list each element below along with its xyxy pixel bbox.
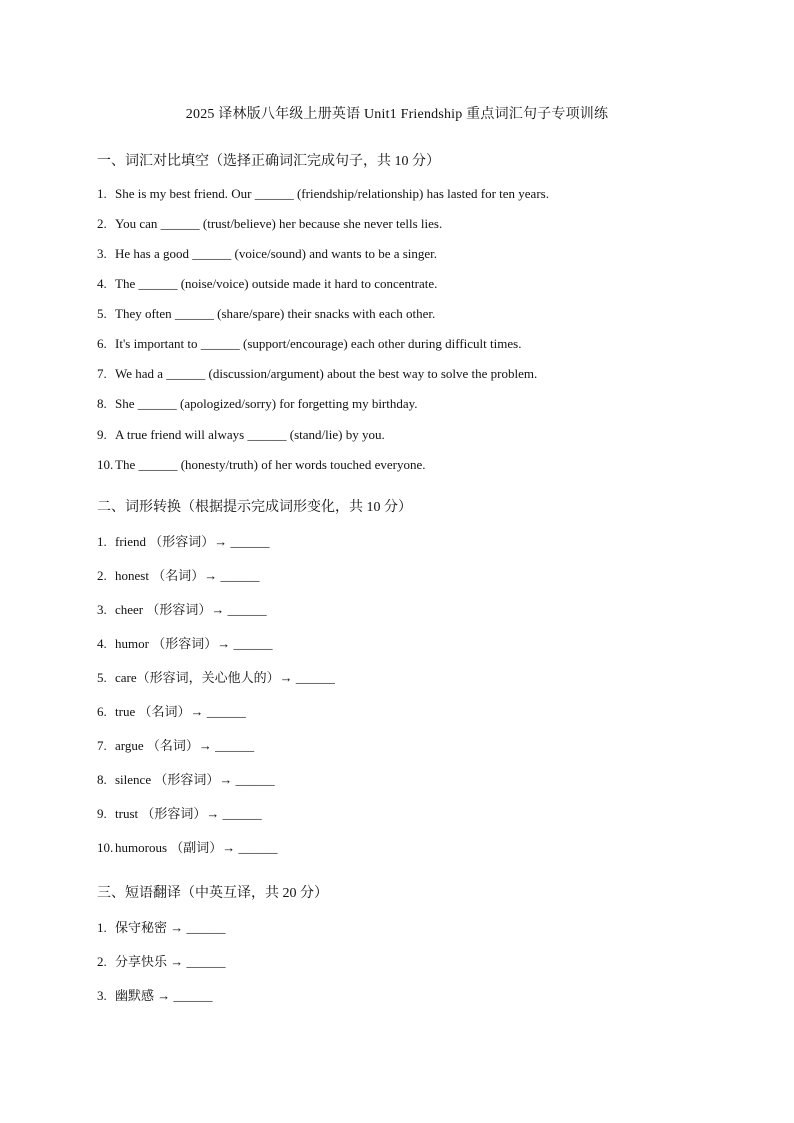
item-number: 2. — [97, 216, 107, 231]
item-text: cheer （形容词）→ ______ — [115, 602, 267, 617]
item-number: 9. — [97, 806, 107, 821]
item-number: 8. — [97, 772, 107, 787]
section-heading-vocabulary-contrast: 一、词汇对比填空（选择正确词汇完成句子，共 10 分） — [97, 154, 440, 169]
item-number: 5. — [97, 306, 107, 321]
section-heading-word-formation: 二、词形转换（根据提示完成词形变化，共 10 分） — [97, 500, 412, 515]
list-item — [97, 803, 262, 822]
item-text: 保守秘密 → ______ — [115, 920, 226, 935]
item-text: He has a good ______ (voice/sound) and wants to be a singer. — [115, 246, 438, 261]
item-text: A true friend will always ______ (stand/lie) by you. — [115, 427, 385, 442]
list-item — [97, 276, 437, 292]
item-text: care（形容词，关心他人的）→ ______ — [115, 670, 335, 685]
item-text: They often ______ (share/spare) their snacks with each other. — [115, 306, 436, 321]
section-heading-phrase-translation: 三、短语翻译（中英互译，共 20 分） — [97, 886, 328, 901]
list-item — [97, 735, 254, 754]
item-text: The ______ (honesty/truth) of her words touched everyone. — [115, 457, 426, 472]
item-text: humorous （副词）→ ______ — [115, 840, 278, 855]
list-item — [97, 917, 226, 936]
list-item — [97, 951, 226, 970]
item-number: 1. — [97, 186, 107, 201]
list-item — [97, 769, 275, 788]
item-text: 幽默感 → ______ — [115, 988, 213, 1003]
item-number: 3. — [97, 988, 107, 1003]
item-text: argue （名词）→ ______ — [115, 738, 255, 753]
list-item — [97, 427, 385, 443]
item-text: silence （形容词）→ ______ — [115, 772, 275, 787]
item-text: She is my best friend. Our ______ (friendship/relationship) has lasted for ten years. — [115, 186, 549, 201]
item-number: 1. — [97, 920, 107, 935]
list-item — [97, 457, 425, 473]
item-text: She ______ (apologized/sorry) for forgetting my birthday. — [115, 396, 418, 411]
list-item — [97, 306, 435, 322]
item-number: 2. — [97, 568, 107, 583]
list-item — [97, 531, 270, 550]
item-number: 3. — [97, 246, 107, 261]
list-item — [97, 599, 267, 618]
document-title: 2025 译林版八年级上册英语 Unit1 Friendship 重点词汇句子专项训练 — [185, 107, 609, 122]
item-number: 10. — [97, 457, 114, 472]
item-text: humor （形容词）→ ______ — [115, 636, 273, 651]
item-number: 1. — [97, 534, 107, 549]
item-text: The ______ (noise/voice) outside made it hard to concentrate. — [115, 276, 438, 291]
item-text: true （名词）→ ______ — [115, 704, 246, 719]
item-number: 7. — [97, 738, 107, 753]
item-number: 6. — [97, 704, 107, 719]
list-item — [97, 336, 521, 352]
item-number: 4. — [97, 636, 107, 651]
list-item — [97, 366, 537, 382]
item-number: 7. — [97, 366, 107, 381]
list-item — [97, 837, 278, 856]
list-item — [97, 633, 272, 652]
list-item — [97, 701, 246, 720]
item-text: You can ______ (trust/believe) her because she never tells lies. — [115, 216, 443, 231]
item-number: 6. — [97, 336, 107, 351]
item-number: 2. — [97, 954, 107, 969]
item-text: We had a ______ (discussion/argument) about the best way to solve the problem. — [115, 366, 538, 381]
list-item — [97, 667, 335, 686]
item-number: 10. — [97, 840, 114, 855]
item-number: 9. — [97, 427, 107, 442]
list-item — [97, 246, 437, 262]
item-number: 8. — [97, 396, 107, 411]
item-text: friend （形容词）→ ______ — [115, 534, 270, 549]
item-text: It's important to ______ (support/encourage) each other during difficult times. — [115, 336, 522, 351]
list-item — [97, 985, 213, 1004]
item-number: 3. — [97, 602, 107, 617]
list-item — [97, 565, 259, 584]
item-text: trust （形容词）→ ______ — [115, 806, 262, 821]
list-item — [97, 216, 442, 232]
item-number: 4. — [97, 276, 107, 291]
item-text: honest （名词）→ ______ — [115, 568, 260, 583]
list-item — [97, 186, 549, 202]
list-item — [97, 396, 418, 412]
item-number: 5. — [97, 670, 107, 685]
item-text: 分享快乐 → ______ — [115, 954, 226, 969]
